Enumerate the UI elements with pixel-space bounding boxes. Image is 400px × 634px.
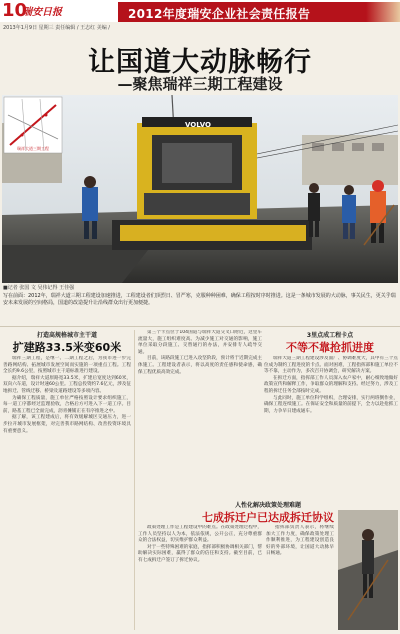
section2-title: 不等不靠抢抓进度 (286, 341, 374, 354)
section2-body (264, 356, 398, 496)
lead-paragraph: 写在前面：2012年，瑞祥大道三期工程建设加速推进，工程建设者们顶烈日、冒严寒，克服种种困难，确保工程按时序时推进。这是一条城市发展的大动脉，事关民生，更关乎瑞安未来发展的空间格局，国道的改造提升让沿线群众出行更加便捷。 (3, 293, 396, 306)
section3-body (138, 525, 262, 631)
column-rule (134, 330, 135, 630)
section2-kicker: 3里点成工程卡点 (306, 332, 354, 339)
section3-body-right (266, 525, 334, 631)
paragraph: 据了解，该工程建成后，将有效缓解城区交通压力，进一步拉开城市发展框架，对完善我市路网结构、改善投资环境具有重要意义。 (3, 415, 131, 434)
main-photo (2, 95, 398, 283)
banner-title: 2012年度瑞安企业社会责任报告 (128, 7, 311, 21)
section1-title: 扩建路33.5米变60米 (12, 341, 122, 354)
paragraph: 瑞祥三期工程，是继一、二期工程之后，为我市进一步完善路网结构、拓展城市发展空间而实施的一项重点工程。工程全长约9.6公里，按照城市主干道标准进行建设。 (3, 356, 131, 375)
paper-name: 瑞安日报 (22, 7, 62, 18)
photo-caption: ■记者 张国 文 吴伟记得 王佳强 (3, 285, 75, 291)
inset-label: 瑞祥大道三期工程 (17, 146, 49, 151)
paragraph: 政策处理工作是工程建设中的难点。在政策处理过程中，工作人员坚持以人为本，依法依规，公开公正，充分尊重群众的合法权益，切实维护群众利益。 (138, 525, 262, 544)
issue-meta: 2013年1月9日 星期三 责任编辑 / 王志红 美编 / (3, 25, 110, 31)
paver-brand: VOLVO (185, 121, 211, 129)
paragraph: 据介绍，瑞祥大道原路宽33.5米，扩建后宽度达到60米，双向六车道，设计时速60公里。工程总投资约7.6亿元，涉及征地拆迁、管线迁移、桥梁及道路建设等多项内容。 (3, 375, 131, 394)
paragraph: 在拆迁方面，指挥部工作人员深入农户家中，耐心细致地做好政策宣传和解释工作，争取群众的理解和支持。经过努力，涉及工程的拆迁任务全部按时完成。 (264, 375, 398, 394)
masthead (0, 0, 400, 22)
location-map-inset (4, 97, 62, 153)
paragraph: 对于一些特殊困难的家庭，指挥部积极协调相关部门，帮助解决实际困难，赢得了群众的信任和支持。截至目前，已有七成拆迁户签订了拆迁协议。 (138, 544, 262, 563)
section4-body (138, 330, 262, 496)
paragraph: 目前，该路段施工已进入攻坚阶段，预计将于近期完成主体施工。工程建设者表示，将以高度的责任感和使命感，确保工程优质高效完成。 (138, 356, 262, 375)
section1-heading (3, 330, 131, 355)
paragraph: 为确保工程质量，施工单位严格按照设计要求组织施工，每一道工序都经过监理验收，合格后方可进入下一道工序。目前，路基工程已全面完成，沥青摊铺正在有序推进之中。 (3, 395, 131, 414)
headline-subtitle: —聚焦瑞祥三期工程建设 (117, 75, 283, 93)
banner-decoration (366, 2, 400, 22)
road-paving-photo (2, 95, 398, 283)
section1-body (3, 356, 131, 631)
paragraph: 与此同时，施工单位科学组织，合理安排，实行两班倒作业，确保工程连续施工。在保证安全和质量的前提下，全力以赴抢抓工期，力争早日建成通车。 (264, 395, 398, 414)
section-divider (0, 326, 400, 327)
section2-heading (262, 330, 398, 355)
paragraph: 指挥部负责人表示，将继续加大工作力度，确保政策处理工作顺利推进，为工程建设创造良好的外部环境，让国道大动脉早日畅通。 (266, 525, 334, 557)
paragraph: 第三个卡点位于104国道与瑞祥大道交叉口附近，这里车流量大，施工组织难度高。为减少施工对交通的影响，施工单位采取分段施工、交替通行的办法，并安排专人疏导交通。 (138, 330, 262, 355)
side-photo (338, 510, 398, 630)
section3-title: 七成拆迁户已达成拆迁协议 (202, 511, 334, 524)
worker-road-photo (338, 510, 398, 630)
section-banner (118, 2, 400, 22)
section3-kicker: 人性化解决政策处理难题 (234, 502, 301, 509)
section1-kicker: 打造高规格城市主干道 (36, 332, 97, 339)
headline-title: 让国道大动脉畅行 (88, 47, 312, 78)
page-number: 10 (2, 0, 28, 21)
paragraph: 瑞祥大道三期工程建设涉及面广、协调难度大，其中有三个点位成为制约工程进度的卡点。面对困难，工程指挥部和施工单位不等不靠，主动作为，多次召开协调会，研究解决方案。 (264, 356, 398, 375)
